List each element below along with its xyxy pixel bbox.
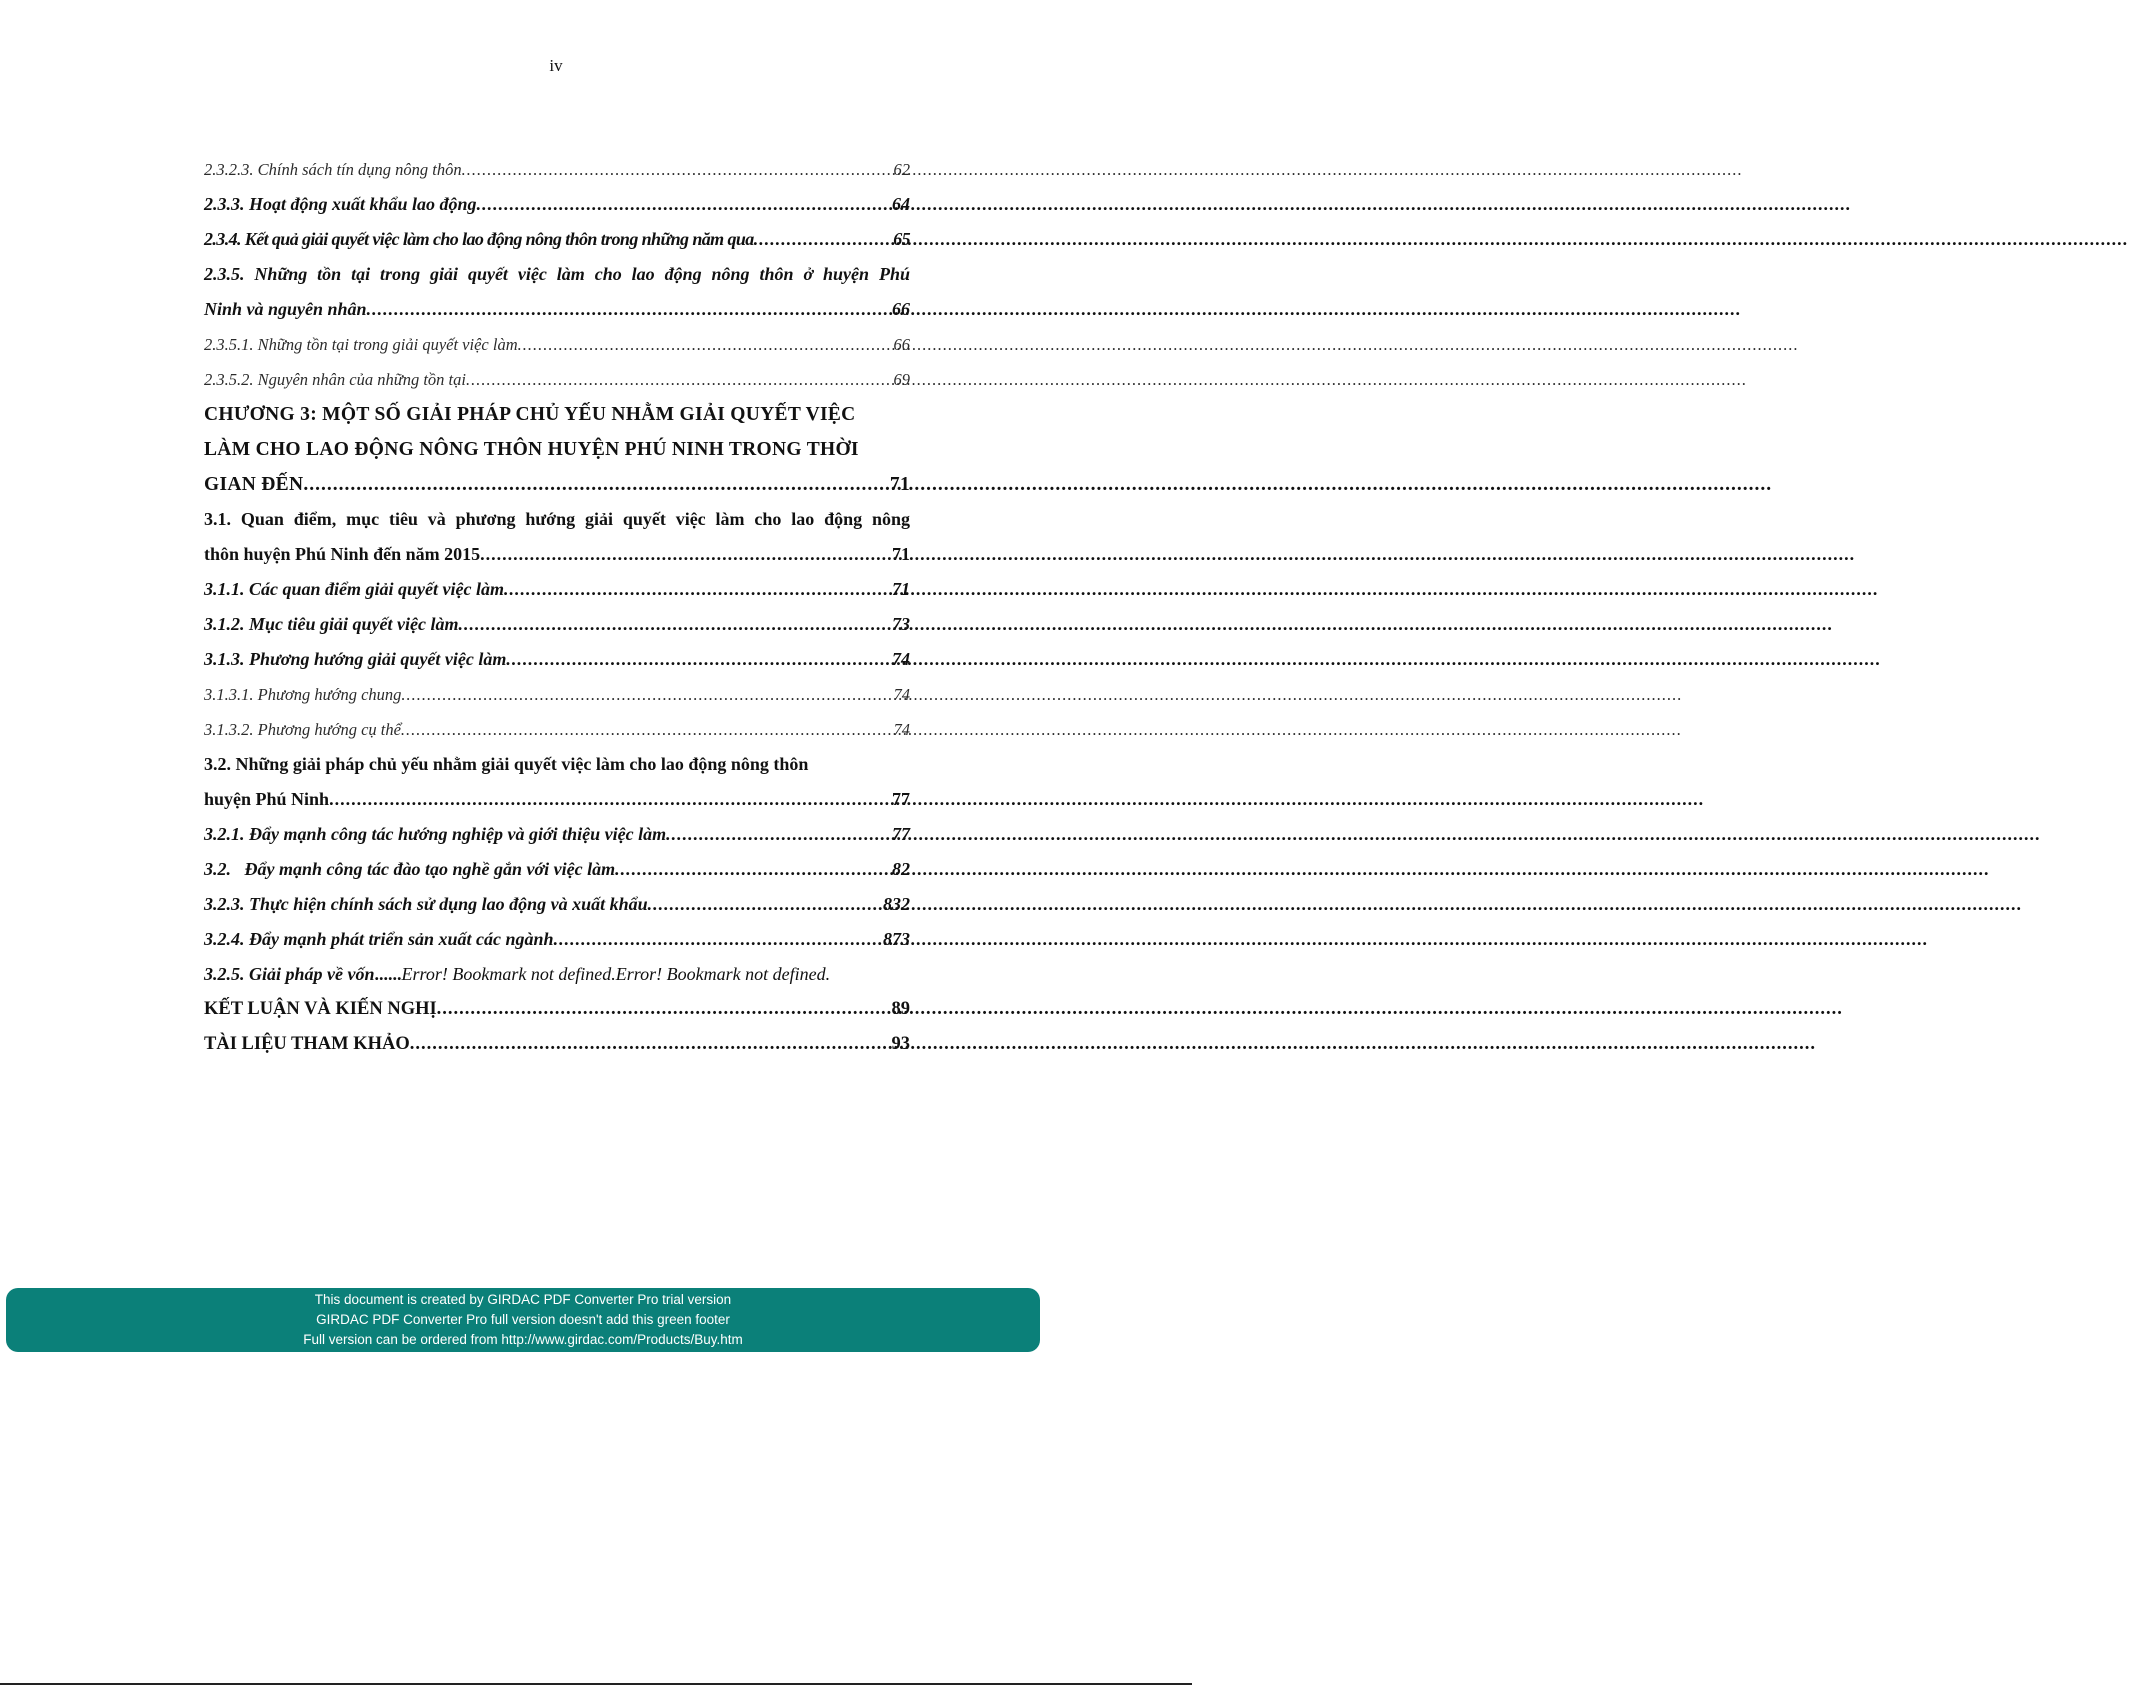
toc-entry-page: 89 xyxy=(891,999,910,1019)
toc-entry-page: 74 xyxy=(892,649,910,669)
toc-leader-dots xyxy=(648,887,882,922)
toc-entry-title-line2: huyện Phú Ninh xyxy=(204,789,330,809)
toc-entry-title: 3.1.3. Phương hướng giải quyết việc làm xyxy=(204,649,507,669)
toc-entry[interactable] xyxy=(204,677,910,712)
toc-entry[interactable] xyxy=(204,852,910,887)
toc-entry-title: 3.1.1. Các quan điểm giải quyết việc làm xyxy=(204,579,504,599)
toc-entry-title: 3.1.3.1. Phương hướng chung xyxy=(204,685,402,704)
toc-entry[interactable] xyxy=(204,887,910,922)
trial-footer-banner xyxy=(6,1288,1040,1352)
toc-entry-page: 62 xyxy=(893,160,910,179)
toc-entry-title: 2.3.5.1. Những tồn tại trong giải quyết việc làm xyxy=(204,335,518,354)
page-number: iv xyxy=(549,56,563,75)
toc-entry-title: 2.3.3. Hoạt động xuất khẩu lao động xyxy=(204,194,477,214)
toc-leader-dots xyxy=(401,677,892,712)
toc-entry[interactable] xyxy=(204,922,910,957)
toc-entry[interactable] xyxy=(204,187,910,222)
toc-entry[interactable] xyxy=(204,642,910,677)
toc-entry[interactable] xyxy=(204,817,910,852)
toc-entry-page: 73 xyxy=(892,614,910,634)
toc-entry-title: 3.2.3. Thực hiện chính sách sử dụng lao động và xuất khẩu xyxy=(204,894,648,914)
toc-entry[interactable] xyxy=(204,257,910,327)
toc-entry-title: 3.2.5. Giải pháp về vốn xyxy=(204,964,375,984)
toc-entry-title: 3.2.4. Đẩy mạnh phát triển sản xuất các ngành xyxy=(204,929,554,949)
toc-leader-dots xyxy=(506,642,891,677)
toc-leader-dots xyxy=(518,327,893,362)
toc-entry-title: 3.1.2. Mục tiêu giải quyết việc làm xyxy=(204,614,459,634)
toc-entry-title: 3.2. Đẩy mạnh công tác đào tạo nghề gắn với việc làm xyxy=(204,859,616,879)
toc-entry-page: 71 xyxy=(889,474,910,495)
toc-entry-chapter[interactable] xyxy=(204,397,910,502)
toc-entry[interactable] xyxy=(204,1027,910,1062)
toc-entry-page: 77 xyxy=(892,824,910,844)
toc-entry-page: 71 xyxy=(892,579,910,599)
toc-leader-dots xyxy=(401,712,893,747)
toc-entry[interactable] xyxy=(204,222,910,257)
toc-leader-dots xyxy=(303,467,889,502)
toc-entry-title-line2: LÀM CHO LAO ĐỘNG NÔNG THÔN HUYỆN PHÚ NINH TRONG THỜI xyxy=(204,439,859,460)
toc-leader-dots xyxy=(410,1027,891,1062)
toc-entry-title-line1: 3.2. Những giải pháp chủ yếu nhằm giải quyết việc làm cho lao động nông thôn xyxy=(204,754,809,774)
toc-entry-title: 2.3.2.3. Chính sách tín dụng nông thôn xyxy=(204,160,462,179)
toc-entry-title: 3.1.3.2. Phương hướng cụ thể xyxy=(204,720,401,739)
toc-entry-page: 69 xyxy=(893,370,910,389)
table-of-contents xyxy=(204,152,910,1062)
footer-line: This document is created by GIRDAC PDF Converter Pro trial version xyxy=(314,1292,732,1307)
toc-leader-dots xyxy=(437,992,891,1027)
toc-entry-page: 65 xyxy=(893,229,910,249)
toc-entry-title: 2.3.4. Kết quả giải quyết việc làm cho lao động nông thôn trong những năm qua xyxy=(204,229,754,249)
toc-leader-dots xyxy=(367,292,891,327)
toc-entry-title-line3: GIAN ĐẾN xyxy=(204,474,304,495)
toc-entry[interactable] xyxy=(204,572,910,607)
toc-leader-dots xyxy=(554,922,882,957)
toc-leader-dots xyxy=(666,817,891,852)
footer-link-line[interactable]: Full version can be ordered from http://www.girdac.com/Products/Buy.htm xyxy=(303,1332,743,1347)
toc-entry-title-line2: Ninh và nguyên nhân xyxy=(204,299,367,319)
toc-entry-page: 64 xyxy=(892,194,910,214)
toc-leader-dots xyxy=(754,222,893,257)
bookmark-error-text: Error! Bookmark not defined.Error! Bookmark not defined. xyxy=(401,964,831,984)
toc-entry[interactable] xyxy=(204,362,910,397)
toc-entry-page: 82 xyxy=(892,859,910,879)
toc-entry-page: 66 xyxy=(892,299,910,319)
toc-entry[interactable] xyxy=(204,607,910,642)
toc-leader-dots xyxy=(615,852,891,887)
toc-leader-dots xyxy=(480,537,891,572)
toc-entry-page: 71 xyxy=(892,544,910,564)
toc-entry-title-line1: CHƯƠNG 3: MỘT SỐ GIẢI PHÁP CHỦ YẾU NHẰM GIẢI QUYẾT VIỆC xyxy=(204,404,856,425)
toc-leader-dots xyxy=(504,572,891,607)
toc-entry[interactable] xyxy=(204,712,910,747)
toc-entry-error[interactable] xyxy=(204,957,910,992)
toc-entry[interactable] xyxy=(204,327,910,362)
toc-entry-title-line1: 3.1. Quan điểm, mục tiêu và phương hướng giải quyết việc làm cho lao động nông xyxy=(204,509,910,529)
toc-entry-page: 93 xyxy=(891,1034,910,1054)
footer-line: GIRDAC PDF Converter Pro full version doesn't add this green footer xyxy=(316,1312,730,1327)
toc-entry-title-line2: thôn huyện Phú Ninh đến năm 2015 xyxy=(204,544,481,564)
toc-entry[interactable] xyxy=(204,502,910,572)
toc-leader-dots xyxy=(329,782,891,817)
toc-entry-page: 66 xyxy=(893,335,910,354)
toc-entry[interactable] xyxy=(204,747,910,817)
toc-leader-dots xyxy=(466,362,893,397)
toc-entry-page: 873 xyxy=(883,929,910,949)
toc-entry-title: 2.3.5.2. Nguyên nhân của những tồn tại xyxy=(204,370,466,389)
toc-entry-page: 832 xyxy=(883,894,910,914)
toc-entry-page: 77 xyxy=(892,789,910,809)
toc-leader-dots xyxy=(462,152,893,187)
toc-entry[interactable] xyxy=(204,152,910,187)
toc-leader-dots xyxy=(477,187,891,222)
toc-leader-dots xyxy=(458,607,891,642)
toc-entry-page: 74 xyxy=(893,685,910,704)
toc-entry-page: 74 xyxy=(893,720,910,739)
toc-entry-title: KẾT LUẬN VÀ KIẾN NGHỊ xyxy=(204,999,437,1019)
toc-entry-title-line1: 2.3.5. Những tồn tại trong giải quyết việc làm cho lao động nông thôn ở huyện Phú xyxy=(204,264,910,284)
toc-entry-title: 3.2.1. Đẩy mạnh công tác hướng nghiệp và giới thiệu việc làm xyxy=(204,824,667,844)
toc-leader-dots xyxy=(375,964,402,984)
toc-entry-title: TÀI LIỆU THAM KHẢO xyxy=(204,1034,410,1054)
toc-entry[interactable] xyxy=(204,992,910,1027)
